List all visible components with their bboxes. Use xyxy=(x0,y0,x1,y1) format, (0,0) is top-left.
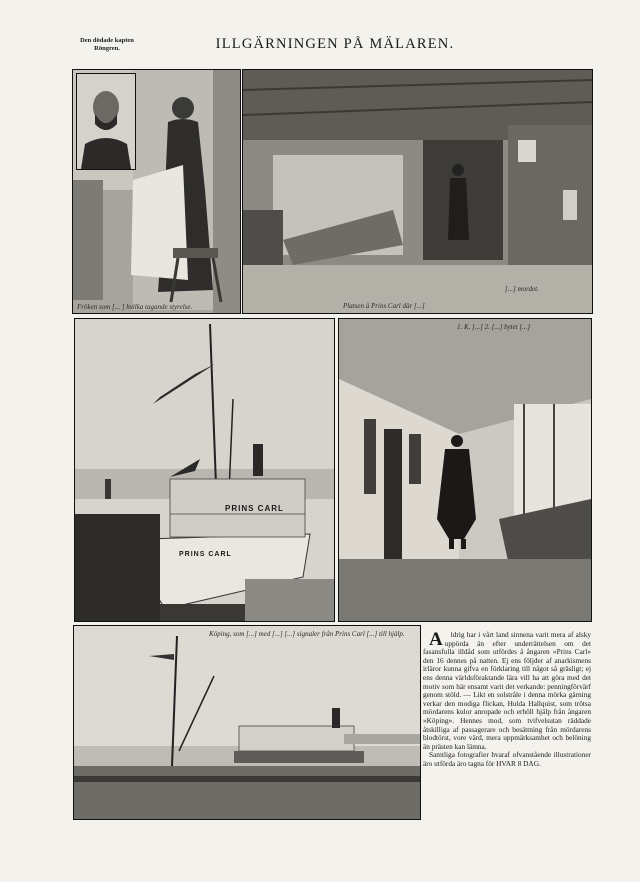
article-dropcap: A xyxy=(429,629,443,650)
photo-cabin-interior xyxy=(242,69,593,314)
inset-portrait xyxy=(76,73,136,170)
cabin-note-1: Platsen å Prins Carl där [...] xyxy=(343,302,425,310)
article-body xyxy=(423,631,591,769)
ship-name-label-hull: PRINS CARL xyxy=(179,551,232,558)
article-paragraph-1-text: ldrig har i vårt land sinnena varit mera af alsky uppörda än efter underrättelsen om det fasansfulla illdåd som utfördes å ångaren »Prins Carl» den 16 dennes på natten. Ej ens följder af anarkismens irläror kunna gifva en förklaring till något så gräsligt; ej ens denna världsföraktande lära vill ha att göra med det motiv som här ensamt varit det verkande: penningförvärf genom stöld. — Likt en solstråle i denna mörka gärning verkar den modiga flickan, Hulda Hallquist, som trötsa mördarens kulor anropade och erhöll hjälp från ångaren »Köping». Hennes mod, som tvifvelsutan räddade åtskilliga af passagerare och besättning från mördarens blodtörst, vore värd, mera uppmärksamhet och belöning än prästen kan lämna. xyxy=(423,630,591,751)
page-headline: ILLGÄRNINGEN PÅ MÄLAREN. xyxy=(215,36,455,52)
deck-corridor-note: 1. K. [...] 2. [...] bytet [...] xyxy=(457,323,531,331)
photo-portrait-deck xyxy=(72,69,241,314)
photo-harbor-koping xyxy=(73,625,421,820)
photo-deck-corridor xyxy=(338,318,592,622)
ship-name-label-upper: PRINS CARL xyxy=(225,504,284,513)
article-paragraph-2: Samtliga fotografier hvaraf ofvanstående illustrationer äro utförda äro tagna för HVAR 8 DAG. xyxy=(423,750,591,768)
harbor-note: Köping, som [...] med [...] [...] signaler från Prins Carl [...] till hjälp. xyxy=(209,630,405,638)
photo-steamship-prins-carl xyxy=(74,318,335,622)
article-paragraph-1 xyxy=(423,631,591,751)
cabin-note-2: [...] mordet. xyxy=(505,285,539,293)
portrait-deck-note: Fröken som [... ] hvilka tagande styrelse. xyxy=(77,303,193,311)
portrait-caption: Den dödade kapten Röngren. xyxy=(80,37,134,52)
